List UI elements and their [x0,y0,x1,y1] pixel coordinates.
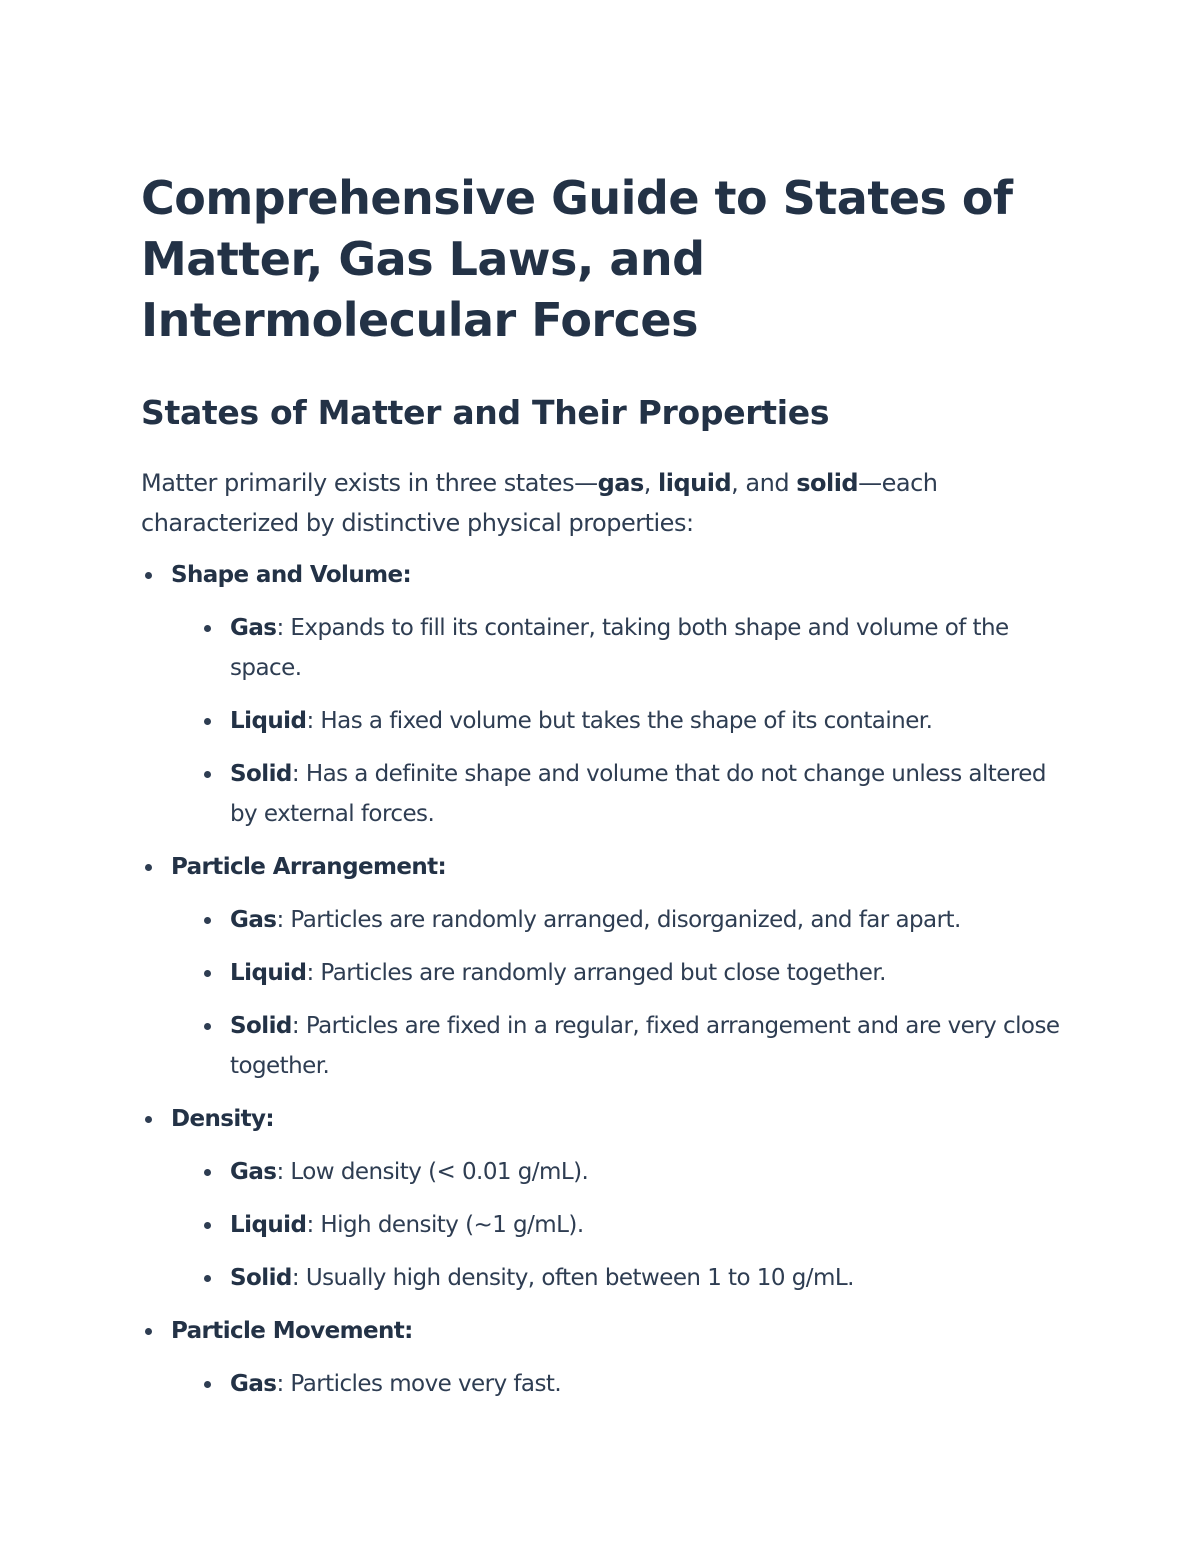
list-item [171,1364,1071,1404]
term-separator: : [291,1013,306,1039]
list-item [171,1006,1071,1086]
bullet-icon [204,1222,211,1229]
state-term: Liquid [230,960,307,986]
term-separator: : [276,907,291,933]
state-description: Usually high density, often between 1 to 10 g/mL. [305,1265,854,1291]
intro-paragraph [141,463,1071,543]
bullet-icon [204,1275,211,1282]
property-density [141,1099,1071,1298]
state-list [171,900,1071,1086]
state-description: Expands to fill its container, taking both shape and volume of the space. [230,615,1009,681]
list-item [171,701,1071,741]
list-item [171,953,1071,993]
state-term: Liquid [230,1212,307,1238]
term-separator: : [306,1212,321,1238]
bullet-icon [204,625,211,632]
term-separator: : [306,960,321,986]
term-separator: : [276,615,291,641]
list-item [171,608,1071,688]
term-separator: : [291,1265,306,1291]
list-item [171,1152,1071,1192]
state-description: Has a fixed volume but takes the shape of its container. [320,708,933,734]
property-label: Particle Movement: [171,1318,413,1344]
property-label: Shape and Volume: [171,562,412,588]
intro-term-liquid: liquid [658,469,732,497]
document-page [141,168,1071,1404]
property-particle-movement [141,1311,1071,1404]
state-description: High density (~1 g/mL). [320,1212,584,1238]
state-term: Solid [230,1265,292,1291]
list-item [171,754,1071,834]
state-term: Solid [230,761,292,787]
state-description: Has a definite shape and volume that do not change unless altered by external forces. [230,761,1046,827]
intro-text: Matter primarily exists in three states— [141,469,598,497]
state-term: Solid [230,1013,292,1039]
term-separator: : [276,1159,291,1185]
intro-text: , and [731,469,797,497]
page-title: Comprehensive Guide to States of Matter, Gas Laws, and Intermolecular Forces [141,171,1013,347]
bullet-icon [204,771,211,778]
term-separator: : [291,761,306,787]
bullet-icon [204,1381,211,1388]
section-heading: States of Matter and Their Properties [141,393,830,432]
state-list [171,1152,1071,1298]
list-item [171,900,1071,940]
bullet-icon [145,1116,152,1123]
properties-list [141,555,1071,1404]
state-description: Low density (< 0.01 g/mL). [290,1159,589,1185]
state-description: Particles are fixed in a regular, fixed arrangement and are very close together. [230,1013,1060,1079]
state-description: Particles are randomly arranged but close together. [320,960,886,986]
property-shape-volume [141,555,1071,834]
state-term: Gas [230,907,277,933]
state-description: Particles are randomly arranged, disorganized, and far apart. [290,907,961,933]
state-description: Particles move very fast. [290,1371,562,1397]
bullet-icon [145,572,152,579]
state-term: Gas [230,615,277,641]
term-separator: : [306,708,321,734]
intro-text: , [643,469,659,497]
state-term: Liquid [230,708,307,734]
bullet-icon [204,970,211,977]
state-term: Gas [230,1159,277,1185]
bullet-icon [204,718,211,725]
bullet-icon [204,1169,211,1176]
property-label: Particle Arrangement: [171,854,447,880]
intro-term-gas: gas [597,469,644,497]
intro-text: —each characterized by distinctive physical properties: [141,469,938,537]
term-separator: : [276,1371,291,1397]
property-label: Density: [171,1106,275,1132]
list-item [171,1205,1071,1245]
bullet-icon [204,917,211,924]
bullet-icon [145,1328,152,1335]
list-item [171,1258,1071,1298]
bullet-icon [204,1023,211,1030]
state-list [171,608,1071,834]
state-term: Gas [230,1371,277,1397]
intro-term-solid: solid [796,469,859,497]
bullet-icon [145,864,152,871]
property-particle-arrangement [141,847,1071,1086]
state-list [171,1364,1071,1404]
